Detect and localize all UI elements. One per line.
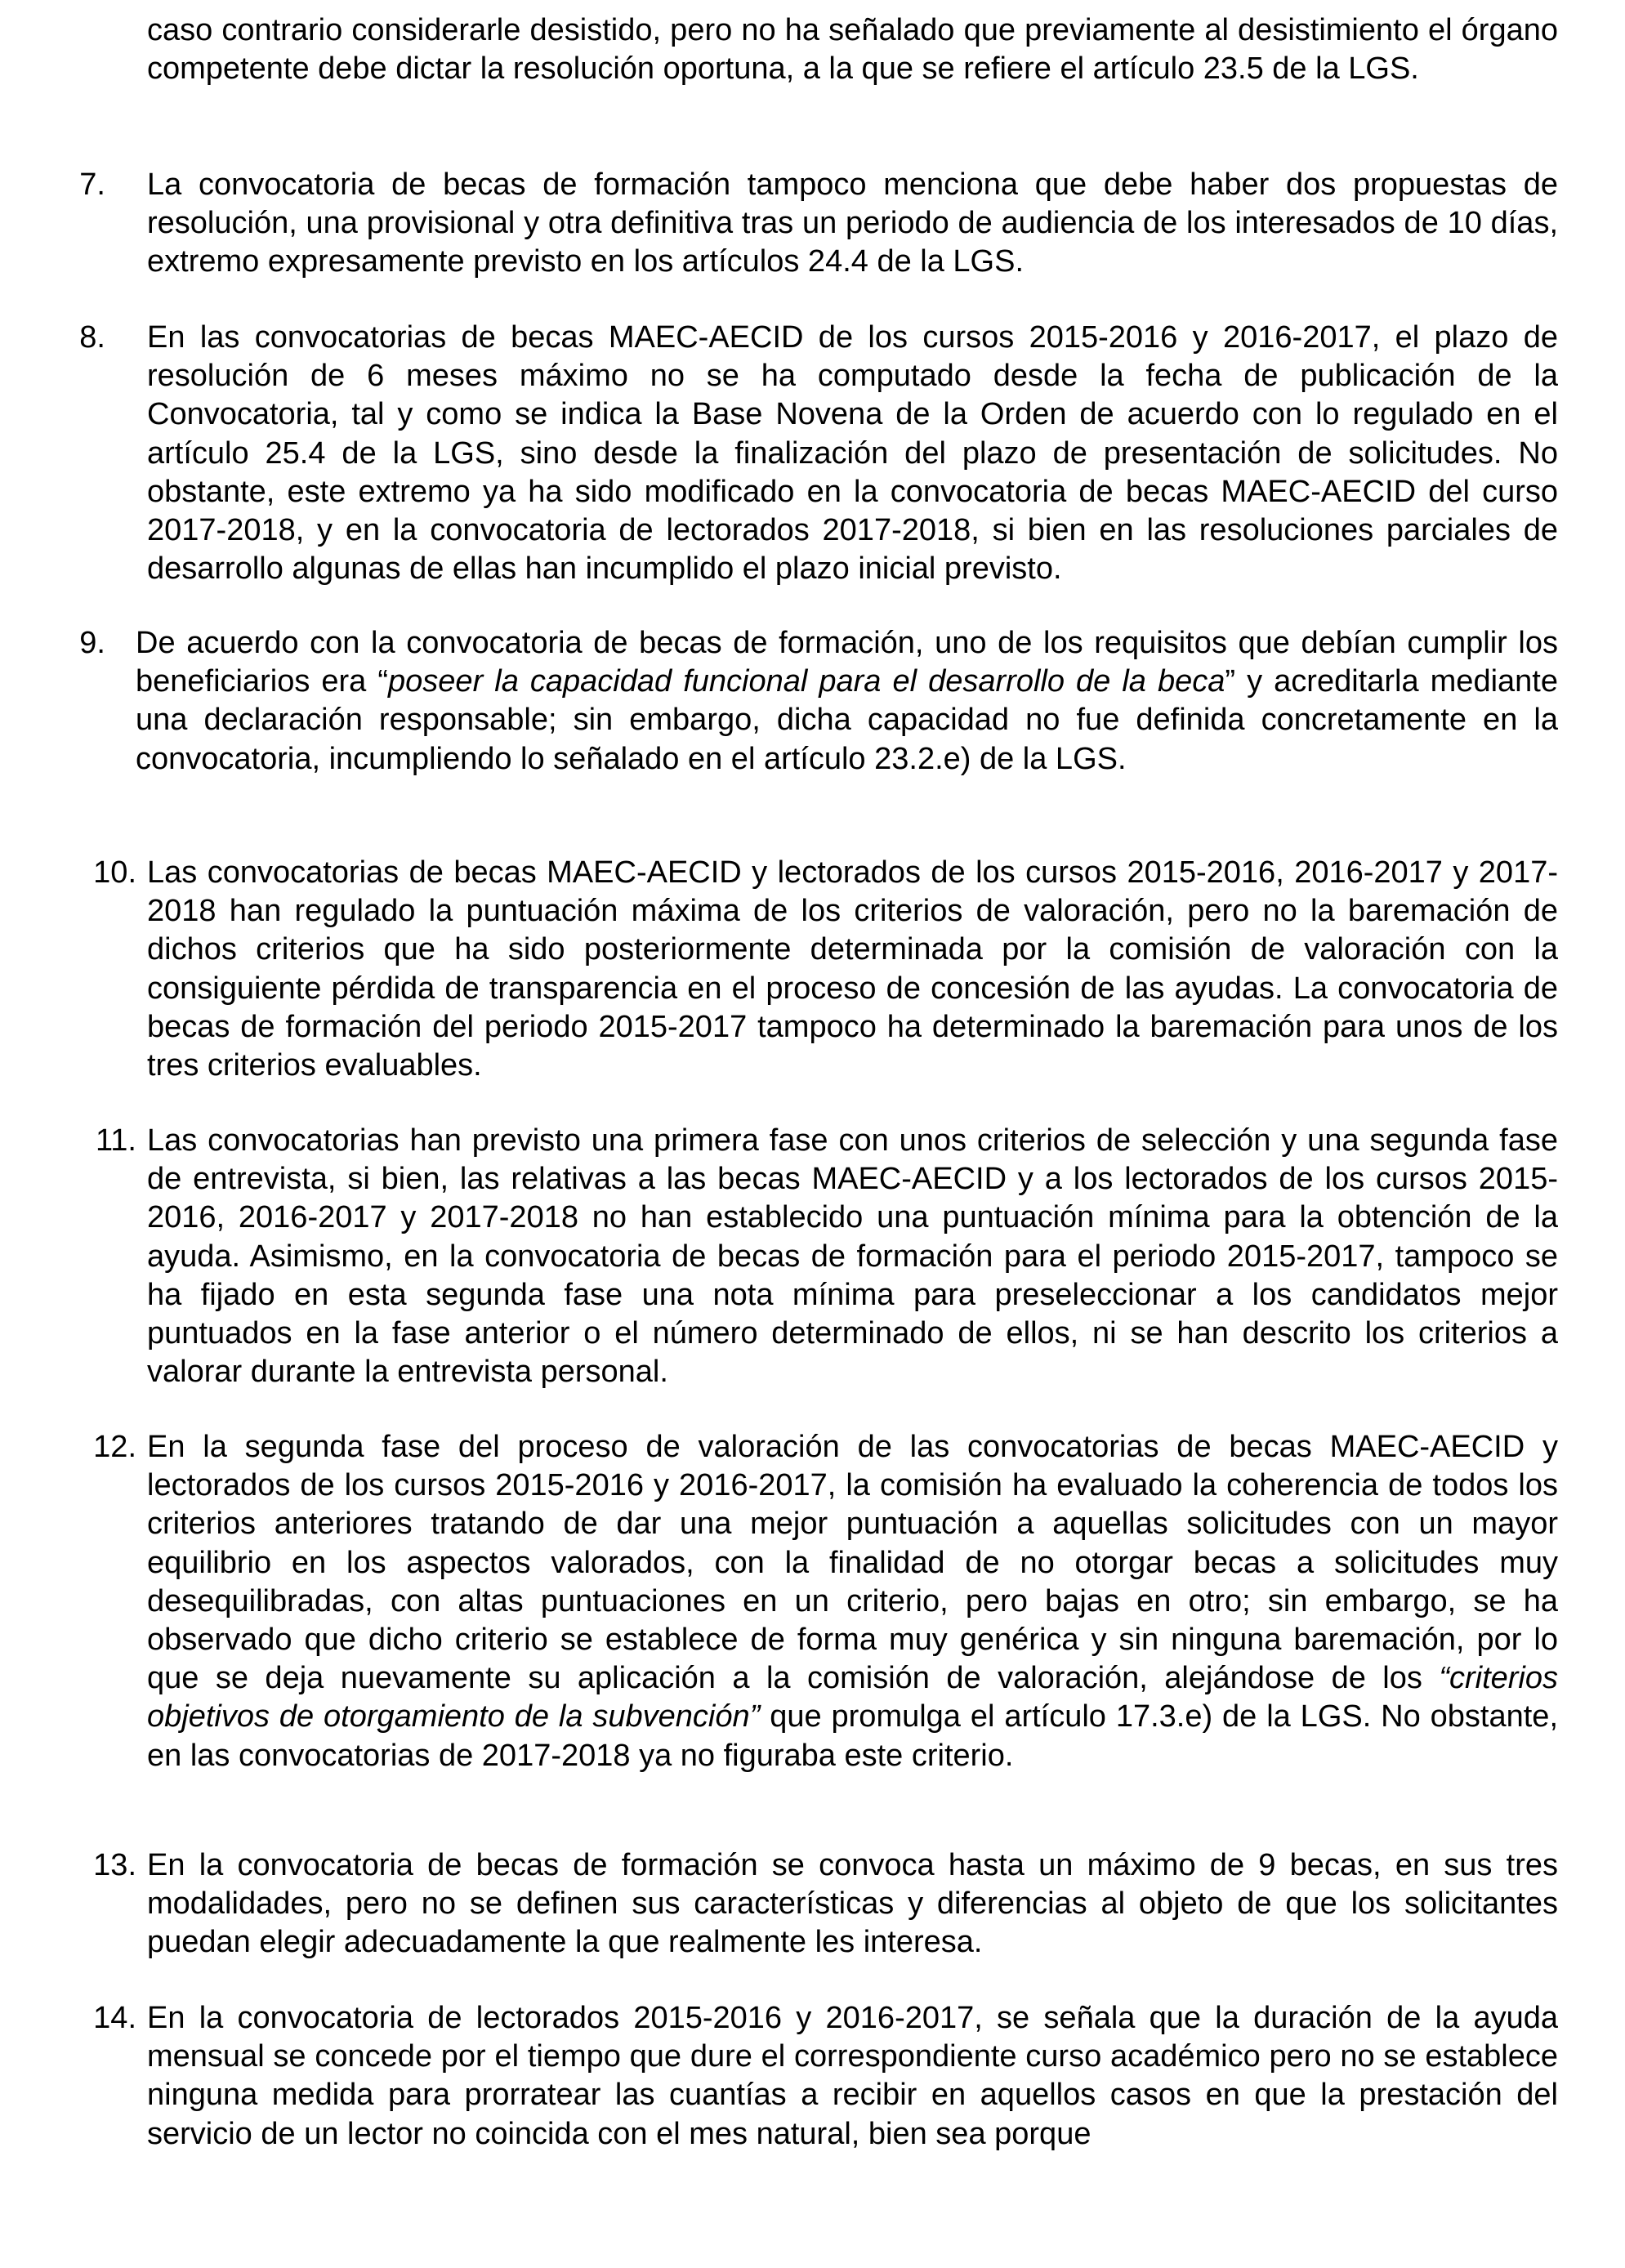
- paragraph-continuation: [147, 11, 1558, 88]
- list-item-11: [95, 1122, 1558, 1391]
- paragraph-text: Las convocatorias han previsto una primera fase con unos criterios de selección y una segunda fase de entrevista, si bien, las relativas a las becas MAEC-AECID y a los lectorados de los cursos 2015-2016, 2016-2017 y 2017-2018 no han establecido una puntuación mínima para la obtención de la ayuda. Asimismo, en la convocatoria de becas de formación para el periodo 2015-2017, tampoco se ha fijado en esta segunda fase una nota mínima para preseleccionar a los candidatos mejor puntuados en la fase anterior o el número determinado de ellos, ni se han descrito los criterios a valorar durante la entrevista personal.: [147, 1123, 1558, 1390]
- list-item-number: 9.: [79, 626, 105, 660]
- paragraph-text-end: ” y acreditarla mediante una declaración responsable; sin embargo, dicha capacidad no fue definida concretamente en la convocatoria, incumpliendo lo señalado en el artículo 23.2.e) de la LGS.: [136, 664, 1558, 776]
- paragraph-text: En la convocatoria de lectorados 2015-2016 y 2016-2017, se señala que la duración de la ayuda mensual se concede por el tiempo que dure el correspondiente curso académico pero no se establece ninguna medida para prorratear las cuantías a recibir en aquellos casos en que la prestación del servicio de un lector no coincida con el mes natural, bien sea porque: [147, 2001, 1558, 2151]
- quoted-criteria: “criterios objetivos de otorgamiento de la subvención”: [147, 1661, 1558, 1734]
- quoted-requirement: poseer la capacidad funcional para el desarrollo de la beca: [388, 664, 1225, 699]
- paragraph-text-start: De acuerdo con la convocatoria de becas de formación, uno de los requisitos que debían cumplir los beneficiarios era “: [136, 626, 1558, 699]
- list-item-13: [93, 1846, 1558, 1962]
- paragraph-text: Las convocatorias de becas MAEC-AECID y lectorados de los cursos 2015-2016, 2016-2017 y 2017-2018 han regulado la puntuación máxima de los criterios de valoración, pero no la baremación de dichos criterios que ha sido posteriormente determinada por la comisión de valoración con la consiguiente pérdida de transparencia en el proceso de concesión de las ayudas. La convocatoria de becas de formación del periodo 2015-2017 tampoco ha determinado la baremación para unos de los tres criterios evaluables.: [147, 855, 1558, 1083]
- list-item-number: 8.: [79, 320, 105, 355]
- paragraph-text: En la convocatoria de becas de formación se convoca hasta un máximo de 9 becas, en sus tres modalidades, pero no se definen sus características y diferencias al objeto de que los solicitantes puedan elegir adecuadamente la que realmente les interesa.: [147, 1848, 1558, 1960]
- list-item-10: [93, 854, 1558, 1085]
- list-item-14: [93, 1999, 1558, 2154]
- list-item-number: 13.: [93, 1848, 136, 1882]
- list-item-7: [79, 166, 1558, 282]
- list-item-number: 10.: [93, 855, 136, 890]
- list-item-number: 11.: [95, 1123, 136, 1158]
- paragraph-text: caso contrario considerarle desistido, pero no ha señalado que previamente al desistimiento el órgano competente debe dictar la resolución oportuna, a la que se refiere el artículo 23.5 de la LGS.: [147, 13, 1558, 87]
- list-item-12: [93, 1428, 1558, 1775]
- list-item-number: 12.: [93, 1430, 136, 1464]
- list-item-number: 7.: [79, 167, 105, 202]
- list-item-number: 14.: [93, 2001, 136, 2035]
- list-item-9: [79, 624, 1558, 779]
- paragraph-text-end: que promulga el artículo 17.3.e) de la LGS. No obstante, en las convocatorias de 2017-2018 ya no figuraba este criterio.: [147, 1699, 1558, 1773]
- paragraph-text: En las convocatorias de becas MAEC-AECID de los cursos 2015-2016 y 2016-2017, el plazo de resolución de 6 meses máximo no se ha computado desde la fecha de publicación de la Convocatoria, tal y como se indica la Base Novena de la Orden de acuerdo con lo regulado en el artículo 25.4 de la LGS, sino desde la finalización del plazo de presentación de solicitudes. No obstante, este extremo ya ha sido modificado en la convocatoria de becas MAEC-AECID del curso 2017-2018, y en la convocatoria de lectorados 2017-2018, si bien en las resoluciones parciales de desarrollo algunas de ellas han incumplido el plazo inicial previsto.: [147, 320, 1558, 587]
- paragraph-text: La convocatoria de becas de formación tampoco menciona que debe haber dos propuestas de resolución, una provisional y otra definitiva tras un periodo de audiencia de los interesados de 10 días, extremo expresamente previsto en los artículos 24.4 de la LGS.: [147, 167, 1558, 279]
- paragraph-text-start: En la segunda fase del proceso de valoración de las convocatorias de becas MAEC-AECID y lectorados de los cursos 2015-2016 y 2016-2017, la comisión ha evaluado la coherencia de todos los criterios anteriores tratando de dar una mejor puntuación a aquellas solicitudes con un mayor equilibrio en los aspectos valorados, con la finalidad de no otorgar becas a solicitudes muy desequilibradas, con altas puntuaciones en un criterio, pero bajas en otro; sin embargo, se ha observado que dicho criterio se establece de forma muy genérica y sin ninguna baremación, por lo que se deja nuevamente su aplicación a la comisión de valoración, alejándose de los: [147, 1430, 1558, 1696]
- list-item-8: [79, 319, 1558, 588]
